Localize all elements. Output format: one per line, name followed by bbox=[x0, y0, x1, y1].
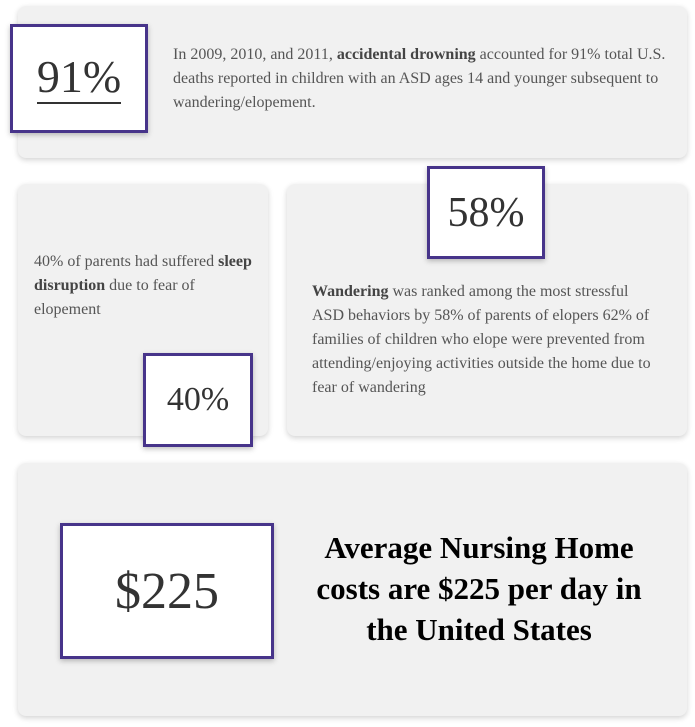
wandering-stat-value: 58% bbox=[447, 189, 525, 236]
drowning-stat-description: In 2009, 2010, and 2011, accidental drowning accounted for 91% total U.S. deaths reported in children with an ASD ages 14 and younger subsequent to wandering/elopement. bbox=[173, 46, 666, 111]
wandering-stat-box bbox=[427, 166, 545, 259]
sleep-stat-box bbox=[143, 353, 253, 447]
wandering-stat-description: Wandering was ranked among the most stressful ASD behaviors by 58% of parents of elopers 62% of families of children who elope were prevented from attending/enjoying activities outside the home due to fear of wandering bbox=[312, 283, 651, 396]
drowning-stat-box bbox=[10, 24, 148, 133]
nursing-headline: Average Nursing Home costs are $225 per day in the United States bbox=[316, 530, 642, 647]
drowning-stat-value: 91% bbox=[36, 50, 122, 102]
sleep-highlight: sleep disruption bbox=[34, 253, 252, 294]
drowning-highlight: accidental drowning bbox=[336, 46, 476, 63]
sleep-stat-description: 40% of parents had suffered sleep disruption due to fear of elopement bbox=[34, 253, 252, 318]
wandering-highlight: Wandering bbox=[312, 283, 389, 300]
nursing-stat-box bbox=[60, 523, 274, 659]
sleep-stat-value: 40% bbox=[166, 381, 230, 418]
nursing-stat-value: $225 bbox=[115, 562, 219, 620]
